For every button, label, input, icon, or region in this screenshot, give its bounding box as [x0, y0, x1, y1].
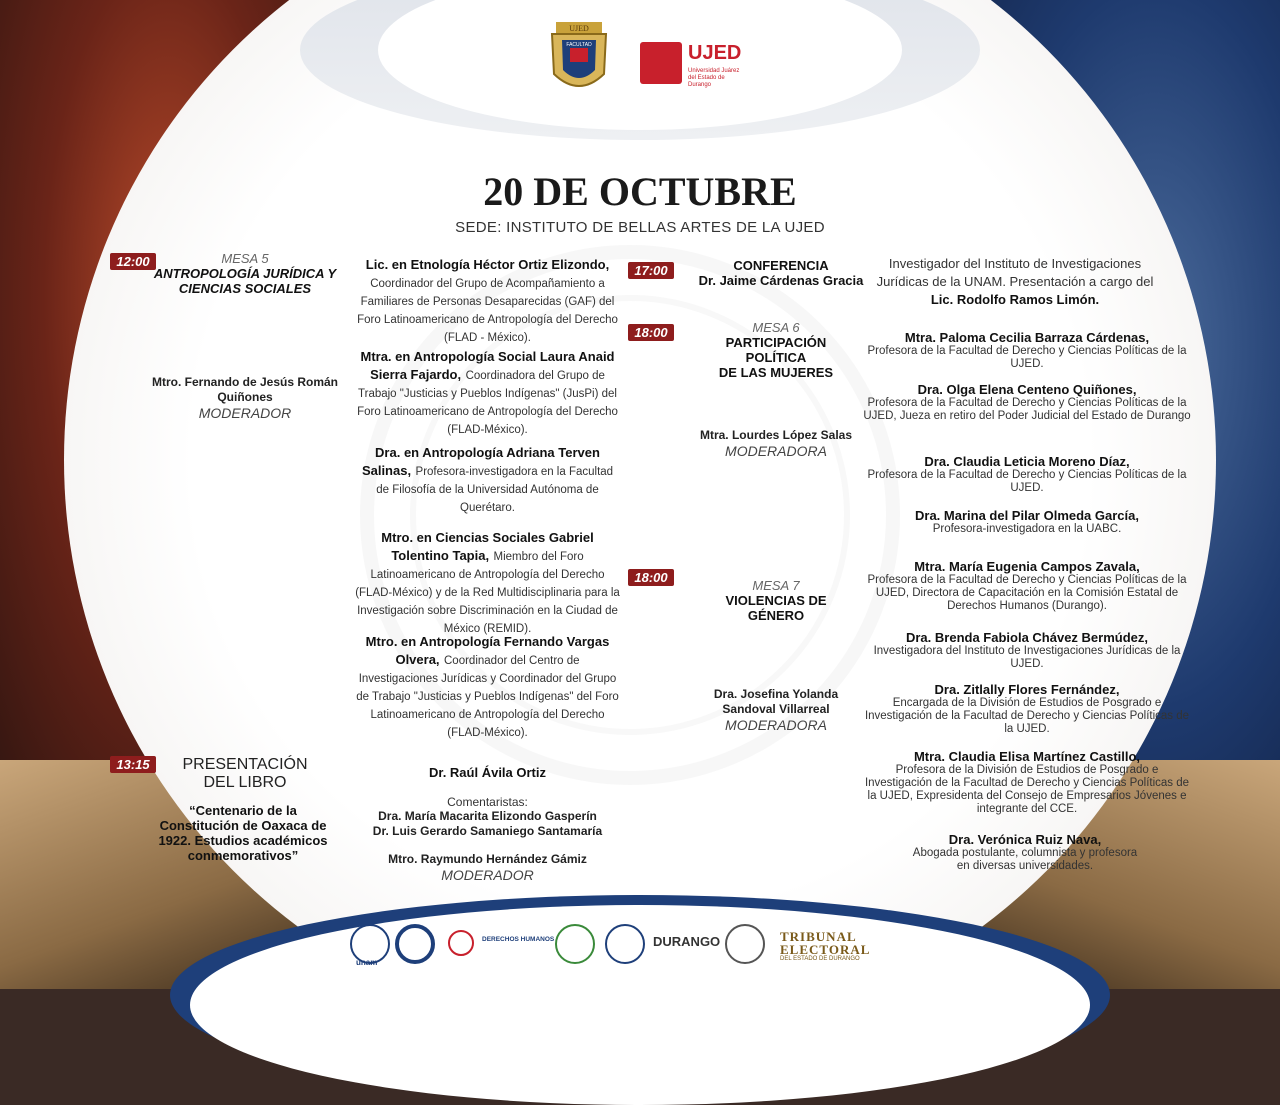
mesa6-block	[676, 320, 876, 380]
sponsor-seal-logo	[725, 924, 765, 964]
mesa7-speaker	[910, 832, 1140, 873]
speaker-desc: Profesora de la División de Estudios de Posgrado e Investigación de la Facultad de Derecho y Ciencias Políticas de la UJED, Expresidenta del Consejo de Empresarios Jóvenes e integrante del CCE.	[864, 764, 1190, 815]
crest-text: UJED	[569, 24, 589, 33]
mesa6-speaker	[862, 454, 1192, 495]
speaker-desc: Abogada postulante, columnista y profesora en diversas universidades.	[912, 847, 1138, 872]
speaker-desc: Miembro del Foro Latinoamericano de Antropología del Derecho (FLAD-México) y de la Red Multidisciplinaria para la Investigación sobre Discriminación en la Ciudad de México (REMID).	[355, 551, 620, 635]
mesa5-moderator-name: Mtro. Fernando de Jesús Román Quiñones	[151, 375, 339, 404]
mesa6-topic-2: POLÍTICA	[745, 350, 807, 365]
ujed-logo-subtitle: Universidad Juárez del Estado de Durango	[688, 68, 740, 88]
mesa5-speaker	[355, 529, 620, 637]
conferencia-time: 17:00	[628, 262, 674, 279]
mesa7-label: MESA 7	[752, 578, 800, 593]
tribunal-line-3: DEL ESTADO DE DURANGO	[780, 956, 860, 962]
speaker-name: Dra. Marina del Pilar Olmeda García,	[915, 508, 1139, 523]
conferencia-block	[676, 258, 886, 288]
speaker-desc: Coordinador del Grupo de Acompañamiento a Familiares de Personas Desaparecidas (GAF) del Foro Latinoamericano de Antropología del Derecho (FLAD - México).	[357, 278, 618, 344]
mesa7-topic-2: GÉNERO	[747, 608, 805, 623]
speaker-name: Mtro. en Antropología Fernando Vargas Olvera,	[365, 634, 610, 667]
presentacion-time: 13:15	[110, 756, 156, 773]
speaker-name: Dra. en Antropología Adriana Terven Salinas,	[361, 445, 600, 478]
mesa7-topic-1: VIOLENCIAS DE	[725, 593, 827, 608]
mesa7-block	[676, 578, 876, 623]
mesa7-moderator-name: Dra. Josefina Yolanda Sandoval Villarreal	[713, 687, 839, 716]
conferencia-label: CONFERENCIA	[733, 258, 829, 273]
presentacion-moderator-name: Mtro. Raymundo Hernández Gámiz	[388, 852, 587, 866]
book-title-text: “Centenario de la Constitución de Oaxaca de 1922. Estudios académicos conmemorativos”	[158, 803, 328, 863]
network-logo	[448, 930, 474, 956]
speaker-name: Mtra. en Antropología Social Laura Anaid Sierra Fajardo,	[360, 349, 615, 382]
conferencia-description	[870, 255, 1160, 309]
speaker-name: Dra. Verónica Ruiz Nava,	[948, 832, 1102, 847]
mesa5-speaker	[355, 444, 620, 516]
speaker-desc: Encargada de la División de Estudios de Posgrado e Investigación de la Facultad de Derecho y Ciencias Políticas de la UJED.	[864, 697, 1190, 735]
tribunal-line-2: ELECTORAL	[780, 942, 871, 957]
sponsor-seal-logo	[555, 924, 595, 964]
speaker-name: Mtra. Paloma Cecilia Barraza Cárdenas,	[904, 330, 1150, 345]
mesa6-speaker	[862, 508, 1192, 536]
mesa7-moderator-role: MODERADORA	[725, 717, 827, 733]
mesa6-time: 18:00	[628, 324, 674, 341]
mesa7-time: 18:00	[628, 569, 674, 586]
mesa6-moderator	[676, 428, 876, 459]
mesa7-speaker	[862, 749, 1192, 816]
speaker-name: Mtra. María Eugenia Campos Zavala,	[914, 559, 1140, 574]
conferencia-speaker: Dr. Jaime Cárdenas Gracia	[698, 273, 864, 288]
mesa5-speaker	[355, 348, 620, 438]
speaker-name: Dra. Brenda Fabiola Chávez Bermúdez,	[905, 630, 1148, 645]
speaker-desc: Profesora-investigadora en la Facultad de Filosofía de la Universidad Autónoma de Querétaro.	[376, 466, 614, 514]
mesa5-moderator-role: MODERADOR	[198, 405, 292, 421]
ujed-logo	[640, 40, 750, 90]
sponsor-seal-logo	[605, 924, 645, 964]
ujed-logo-mark	[640, 42, 682, 84]
speaker-name: Mtro. en Ciencias Sociales Gabriel Tolentino Tapia,	[381, 530, 594, 563]
speaker-name: Dra. Olga Elena Centeno Quiñones,	[917, 382, 1137, 397]
speaker-desc: Investigadora del Instituto de Investigaciones Jurídicas de la UJED.	[873, 645, 1181, 670]
mesa7-speaker	[862, 682, 1192, 736]
speaker-name: Lic. en Etnología Héctor Ortiz Elizondo,	[365, 257, 610, 272]
speaker-name: Dra. Claudia Leticia Moreno Díaz,	[924, 454, 1130, 469]
mesa5-time: 12:00	[110, 253, 156, 270]
sponsor-logos	[340, 920, 940, 970]
mesa5-moderator	[150, 375, 340, 421]
mesa5-speaker	[355, 256, 620, 346]
page-title: 20 DE OCTUBRE	[483, 169, 797, 214]
conferencia-presenter: Lic. Rodolfo Ramos Limón.	[930, 292, 1100, 307]
book-title	[158, 803, 328, 863]
book-author: Dr. Raúl Ávila Ortiz	[428, 765, 547, 780]
presentacion-details	[355, 765, 620, 883]
tribunal-line-1: TRIBUNAL	[780, 929, 857, 944]
instituto-logo	[395, 924, 435, 964]
mesa5-block	[150, 251, 340, 296]
mesa6-topic-1: PARTICIPACIÓN	[725, 335, 827, 350]
mesa6-label: MESA 6	[752, 320, 800, 335]
presentacion-label: PRESENTACIÓN DEL LIBRO	[182, 756, 308, 791]
mesa5-speaker	[355, 633, 620, 741]
unam-logo-text: unam	[356, 958, 378, 967]
mesa7-speaker	[862, 630, 1192, 671]
speaker-name: Mtra. Claudia Elisa Martínez Castillo,	[913, 749, 1141, 764]
mesa7-moderator	[696, 687, 856, 733]
page-subtitle: SEDE: INSTITUTO DE BELLAS ARTES DE LA UJED	[455, 219, 825, 236]
speaker-desc: Profesora-investigadora en la UABC.	[932, 523, 1122, 535]
mesa6-speaker	[862, 330, 1192, 371]
speaker-desc: Profesora de la Facultad de Derecho y Ciencias Políticas de la UJED, Jueza en retiro del Poder Judicial del Estado de Durango	[863, 397, 1191, 422]
commentators-label: Comentaristas:	[447, 795, 528, 809]
mesa6-speaker	[862, 382, 1192, 423]
speaker-desc: Coordinador del Centro de Investigaciones Jurídicas y Coordinador del Grupo de Trabajo "Justicias y Pueblos Indígenas" del Foro Latinoamericano de Antropología del Derecho (FLAD-México).	[356, 655, 619, 739]
mesa6-moderator-name: Mtra. Lourdes López Salas	[699, 428, 853, 442]
ujed-logo-text: UJED	[688, 42, 742, 64]
durango-logo-text: DURANGO	[653, 934, 721, 949]
commentator: Dr. Luis Gerardo Samaniego Santamaría	[372, 824, 603, 838]
mesa6-topic-3: DE LAS MUJERES	[718, 365, 834, 380]
speaker-desc: Coordinadora del Grupo de Trabajo "Justicias y Pueblos Indígenas" (JusPi) del Foro Latinoamericano de Antropología del Derecho (FLAD-México).	[357, 370, 618, 436]
commentator: Dra. María Macarita Elizondo Gasperín	[378, 809, 597, 823]
presentacion-moderator-role: MODERADOR	[441, 867, 534, 883]
speaker-desc: Profesora de la Facultad de Derecho y Ciencias Políticas de la UJED, Directora de Capacitación en la Comisión Estatal de Derechos Humanos (Durango).	[867, 574, 1187, 612]
speaker-name: Dra. Zitlally Flores Fernández,	[934, 682, 1120, 697]
derechos-humanos-text: DERECHOS HUMANOS	[482, 936, 555, 943]
tribunal-electoral-logo	[780, 930, 950, 962]
speaker-desc: Profesora de la Facultad de Derecho y Ciencias Políticas de la UJED.	[867, 469, 1187, 494]
conferencia-desc: Investigador del Instituto de Investigaciones Jurídicas de la UNAM. Presentación a cargo del	[876, 256, 1154, 289]
mesa5-topic: ANTROPOLOGÍA JURÍDICA Y CIENCIAS SOCIALES	[153, 266, 337, 296]
speaker-desc: Profesora de la Facultad de Derecho y Ciencias Políticas de la UJED.	[867, 345, 1187, 370]
mesa6-moderator-role: MODERADORA	[725, 443, 827, 459]
mesa5-label: MESA 5	[221, 251, 269, 266]
mesa7-speaker	[862, 559, 1192, 613]
facultad-crest-logo	[542, 18, 616, 100]
crest-banner: FACULTAD	[566, 42, 592, 48]
